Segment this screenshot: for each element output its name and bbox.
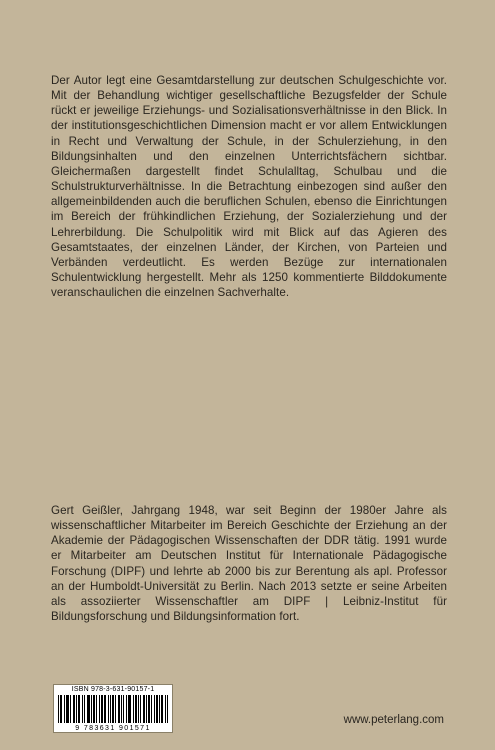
barcode-bar: [148, 695, 149, 723]
barcode-bar: [68, 695, 69, 723]
barcode-bar: [60, 695, 61, 723]
barcode-bar: [99, 695, 100, 723]
barcode-bar: [105, 695, 106, 723]
barcode-bar: [61, 695, 62, 723]
book-description: Der Autor legt eine Gesamtdarstellung zur deutschen Schulgeschichte vor. Mit der Behandlung wichtiger gesellschaftliche Bezugsfelder der Schule rückt er jeweilige Erziehungs- und Sozialisationsverhältnisse in den Blick. In der institutionsgeschichtlichen Dimension macht er vor allem Entwicklungen in Recht und Verwaltung der Schule, in der Schulerziehung, in den Bildungsinhalten und den einzelnen Unterrichtsfächern sichtbar. Gleichermaßen dargestellt findet Schulalltag, Schulbau und die Schulstrukturverhältnisse. In die Betrachtung einbezogen sind außer den allgemeinbildenden auch die beruflichen Schulen, ebenso die Einrichtungen im Bereich der frühkindlichen Erziehung, der Sozialerziehung und der Lehrerbildung. Die Schulpolitik wird mit Blick auf das Agieren des Gesamtstaates, der einzelnen Länder, der Kirchen, von Parteien und Verbänden verdeutlicht. Es werden Bezüge zur internationalen Schulentwicklung hergestellt. Mehr als 1250 kommentierte Bilddokumente veranschaulichen die einzelnen Sachverhalte.: [51, 74, 447, 300]
barcode-bar: [143, 695, 144, 723]
barcode-bar: [162, 695, 163, 723]
barcode-bar: [115, 695, 116, 723]
barcode-bar: [78, 695, 79, 723]
barcode-bar: [84, 695, 85, 723]
barcode-bar: [101, 695, 102, 723]
barcode-bar: [129, 695, 130, 723]
barcode-bar: [66, 695, 67, 723]
barcode-bar: [167, 695, 168, 723]
barcode-bar: [128, 695, 129, 723]
barcode-bar: [104, 695, 105, 723]
barcode-bar: [94, 695, 95, 723]
barcode-bars: [58, 695, 168, 723]
isbn-label: ISBN 978-3-631-90157-1: [71, 686, 155, 693]
barcode-bar: [64, 695, 65, 723]
barcode-bar: [110, 695, 111, 723]
barcode-bar: [73, 695, 74, 723]
barcode-bar: [118, 695, 119, 723]
barcode-bar: [93, 695, 94, 723]
barcode-bar: [67, 695, 68, 723]
barcode-bar: [154, 695, 155, 723]
barcode-bar: [74, 695, 75, 723]
barcode-bar: [161, 695, 162, 723]
barcode-bar: [112, 695, 113, 723]
barcode-bar: [91, 695, 92, 723]
barcode-bar: [136, 695, 137, 723]
barcode-bar: [88, 695, 89, 723]
barcode-bar: [133, 695, 134, 723]
barcode-bar: [149, 695, 150, 723]
barcode-bar: [140, 695, 141, 723]
barcode-bar: [121, 695, 122, 723]
barcode-digits: 9 783631 901571: [54, 725, 172, 732]
barcode-bar: [113, 695, 114, 723]
barcode-bar: [123, 695, 124, 723]
barcode-bar: [102, 695, 103, 723]
barcode-bar: [146, 695, 147, 723]
barcode-bar: [157, 695, 158, 723]
barcode-bar: [135, 695, 136, 723]
barcode-bar: [138, 695, 139, 723]
barcode-bar: [96, 695, 97, 723]
publisher-url: www.peterlang.com: [343, 714, 444, 726]
barcode-bar: [70, 695, 71, 723]
barcode-bar: [144, 695, 145, 723]
barcode-bar: [108, 695, 109, 723]
barcode-bar: [58, 695, 59, 723]
isbn-barcode: [53, 684, 173, 733]
barcode-bar: [159, 695, 160, 723]
author-bio: Gert Geißler, Jahrgang 1948, war seit Beginn der 1980er Jahre als wissenschaftlicher Mitarbeiter im Bereich Geschichte der Erziehung an der Akademie der Pädagogischen Wissenschaften der DDR tätig. 1991 wurde er Mitarbeiter am Deutschen Institut für Internationale Pädagogische Forschung (DIPF) und lehrte ab 2000 bis zur Berentung als apl. Professor an der Humboldt-Universität zu Berlin. Nach 2013 setzte er seine Arbeiten als assoziierter Wissenschaftler am DIPF | Leibniz-Institut für Bildungsforschung und Bildungsinformation fort.: [51, 504, 447, 624]
barcode-bar: [119, 695, 120, 723]
barcode-bar: [76, 695, 77, 723]
barcode-bar: [156, 695, 157, 723]
barcode-bar: [89, 695, 90, 723]
barcode-bar: [130, 695, 131, 723]
barcode-bar: [151, 695, 152, 723]
barcode-bar: [87, 695, 88, 723]
barcode-bar: [79, 695, 80, 723]
barcode-bar: [126, 695, 127, 723]
barcode-bar: [82, 695, 83, 723]
barcode-bar: [165, 695, 166, 723]
